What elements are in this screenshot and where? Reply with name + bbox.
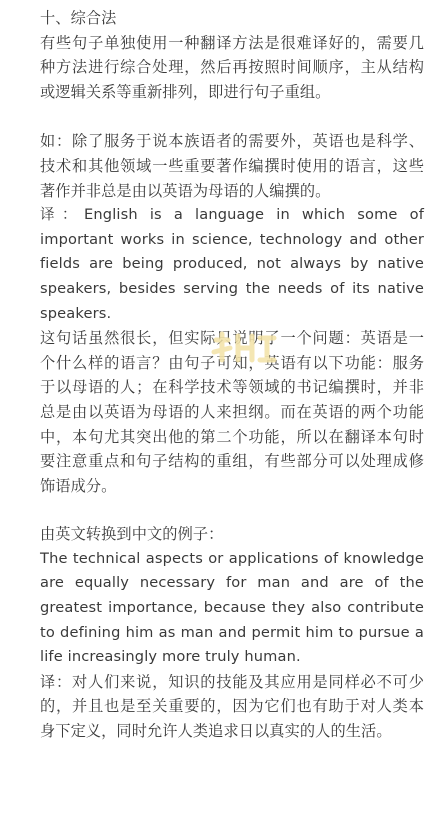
analysis-line: 个什么样的语言？由句子可知，英语有以下功能：服务: [40, 353, 424, 372]
example2-english-line: life increasingly more truly human.: [40, 648, 301, 666]
example2-heading: 由英文转换到中文的例子：: [40, 525, 224, 544]
section-title: 十、综合法: [40, 9, 117, 27]
example1-english-line: important works in science, technology and other: [40, 230, 424, 248]
example2-english-line: to defining him as man and permit him to pursue a: [40, 623, 424, 641]
example1-english-line: fields are being produced, not always by native: [40, 255, 424, 273]
example1-english-line: speakers, besides serving the needs of its native: [40, 279, 424, 297]
example2-english-line: are equally necessary for man and are of the: [40, 574, 424, 592]
example2-english: [40, 547, 424, 670]
intro-paragraph: [40, 31, 424, 105]
example1-chinese: [40, 129, 424, 203]
example1-analysis: [40, 326, 424, 498]
analysis-line: 中，本句尤其突出他的第二个功能，所以在翻译本句时: [40, 427, 424, 446]
example2-translation: [40, 670, 424, 744]
translation-line: 的，并且也是至关重要的，因为它们也有助于对人类本: [40, 697, 424, 716]
analysis-line: 这句话虽然很长，但实际只说明了一个问题：英语是一: [40, 329, 424, 348]
analysis-line: 要注意重点和句子结构的重组，有些部分可以处理成修: [40, 452, 424, 471]
analysis-line: 于以母语的人；在科学技术等领域的书记编撰时，并非: [40, 378, 424, 397]
example2-english-line: greatest importance, because they also contribute: [40, 599, 424, 617]
intro-line: 种方法进行综合处理，然后再按照时间顺序，主从结构: [40, 58, 424, 77]
analysis-line: 饰语成分。: [40, 476, 117, 495]
intro-line: 或逻辑关系等重新排列，即进行句子重组。: [40, 82, 331, 101]
example1-english-line: 译：English is a language in which some of: [40, 206, 424, 224]
intro-line: 有些句子单独使用一种翻译方法是很难译好的，需要几: [40, 33, 424, 52]
example1-chinese-line: 如：除了服务于说本族语者的需要外，英语也是科学、: [40, 132, 424, 151]
example1-english: [40, 203, 424, 326]
analysis-line: 总是由以英语为母语的人来担纲。而在英语的两个功能: [40, 402, 424, 421]
translation-line: 身下定义，同时允许人类追求日以真实的人的生活。: [40, 722, 392, 741]
translation-line: 译：对人们来说，知识的技能及其应用是同样必不可少: [40, 672, 424, 691]
example1-english-line: speakers.: [40, 304, 112, 322]
example1-chinese-line: 技术和其他领域一些重要著作编撰时使用的语言，这些: [40, 156, 424, 175]
example2-english-line: The technical aspects or applications of knowledge: [40, 549, 424, 567]
example1-chinese-line: 著作并非总是由以英语为母语的人编撰的。: [40, 181, 331, 200]
